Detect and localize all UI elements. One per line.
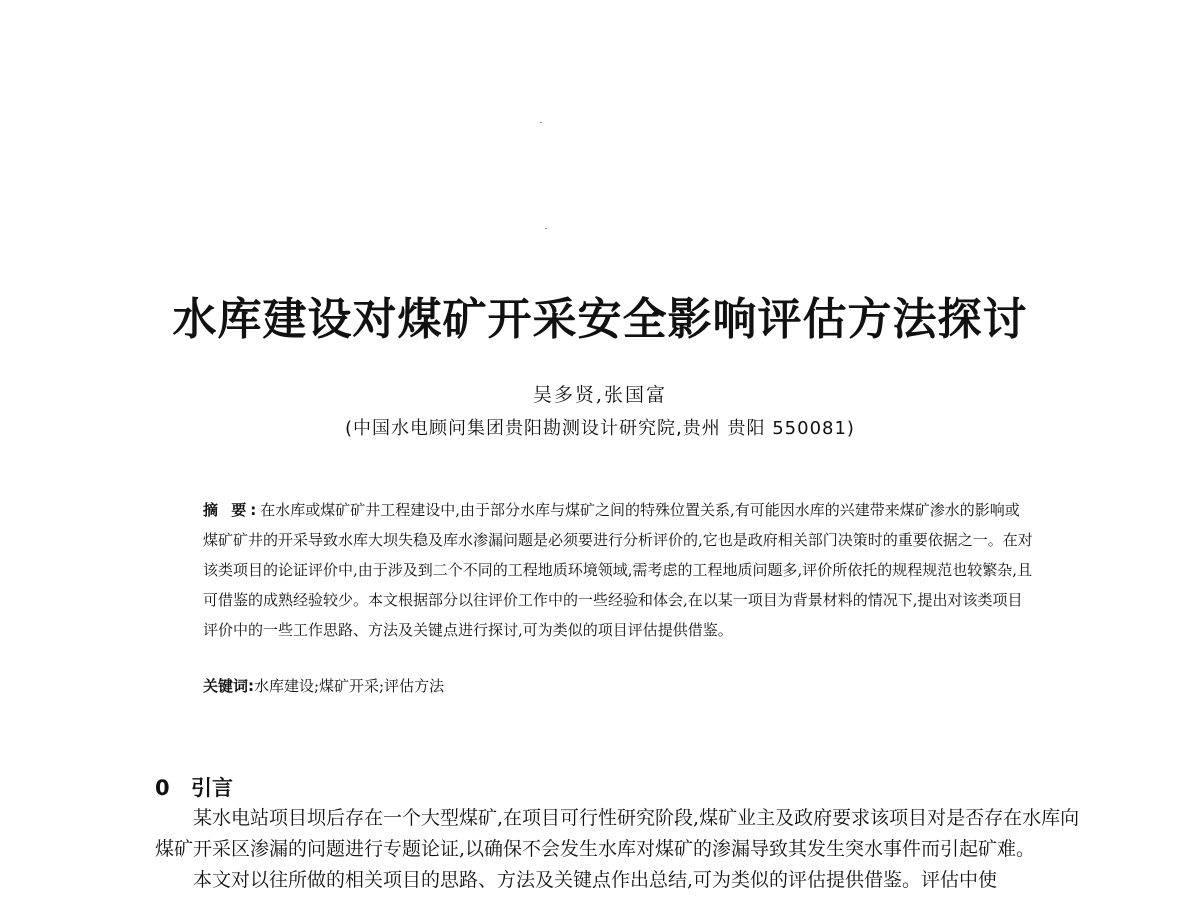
- section-heading: [155, 772, 233, 802]
- paragraph: 某水电站项目坝后存在一个大型煤矿,在项目可行性研究阶段,煤矿业主及政府要求该项目对是否存在水库向煤矿开采区渗漏的问题进行专题论证,以确保不会发生水库对煤矿的渗漏导致其发生突水事件而引起矿难。: [155, 807, 1080, 860]
- section-number: 0: [155, 776, 170, 800]
- abstract-text: 在水库或煤矿矿井工程建设中,由于部分水库与煤矿之间的特殊位置关系,有可能因水库的兴建带来煤矿渗水的影响或煤矿矿井的开采导致水库大坝失稳及库水渗漏问题是必须要进行分析评价的,它也是政府相关部门决策时的重要依据之一。在对该类项目的论证评价中,由于涉及到二个不同的工程地质环境领域,需考虑的工程地质问题多,评价所依托的规程规范也较繁杂,且可借鉴的成熟经验较少。本文根据部分以往评价工作中的一些经验和体会,在以某一项目为背景材料的情况下,提出对该类项目评价中的一些工作思路、方法及关键点进行探讨,可为类似的项目评估提供借鉴。: [203, 501, 1033, 639]
- keywords: [203, 674, 1033, 698]
- scan-speck: [545, 228, 547, 229]
- authors: 吴多贤,张国富: [532, 384, 668, 406]
- keywords-label: 关键词:: [203, 677, 254, 695]
- abstract: [203, 495, 1033, 645]
- section-title: 引言: [191, 776, 233, 800]
- body-text: [155, 803, 1085, 896]
- affiliation: (中国水电顾问集团贵阳勘测设计研究院,贵州 贵阳 550081): [345, 418, 855, 439]
- paragraph: 本文对以往所做的相关项目的思路、方法及关键点作出总结,可为类似的评估提供借鉴。评估中使: [193, 869, 998, 891]
- scan-speck: [540, 122, 542, 123]
- keywords-text: 水库建设;煤矿开采;评估方法: [254, 677, 445, 695]
- abstract-label: 摘 要:: [203, 501, 261, 519]
- paper-title: 水库建设对煤矿开采安全影响评估方法探讨: [172, 294, 1028, 345]
